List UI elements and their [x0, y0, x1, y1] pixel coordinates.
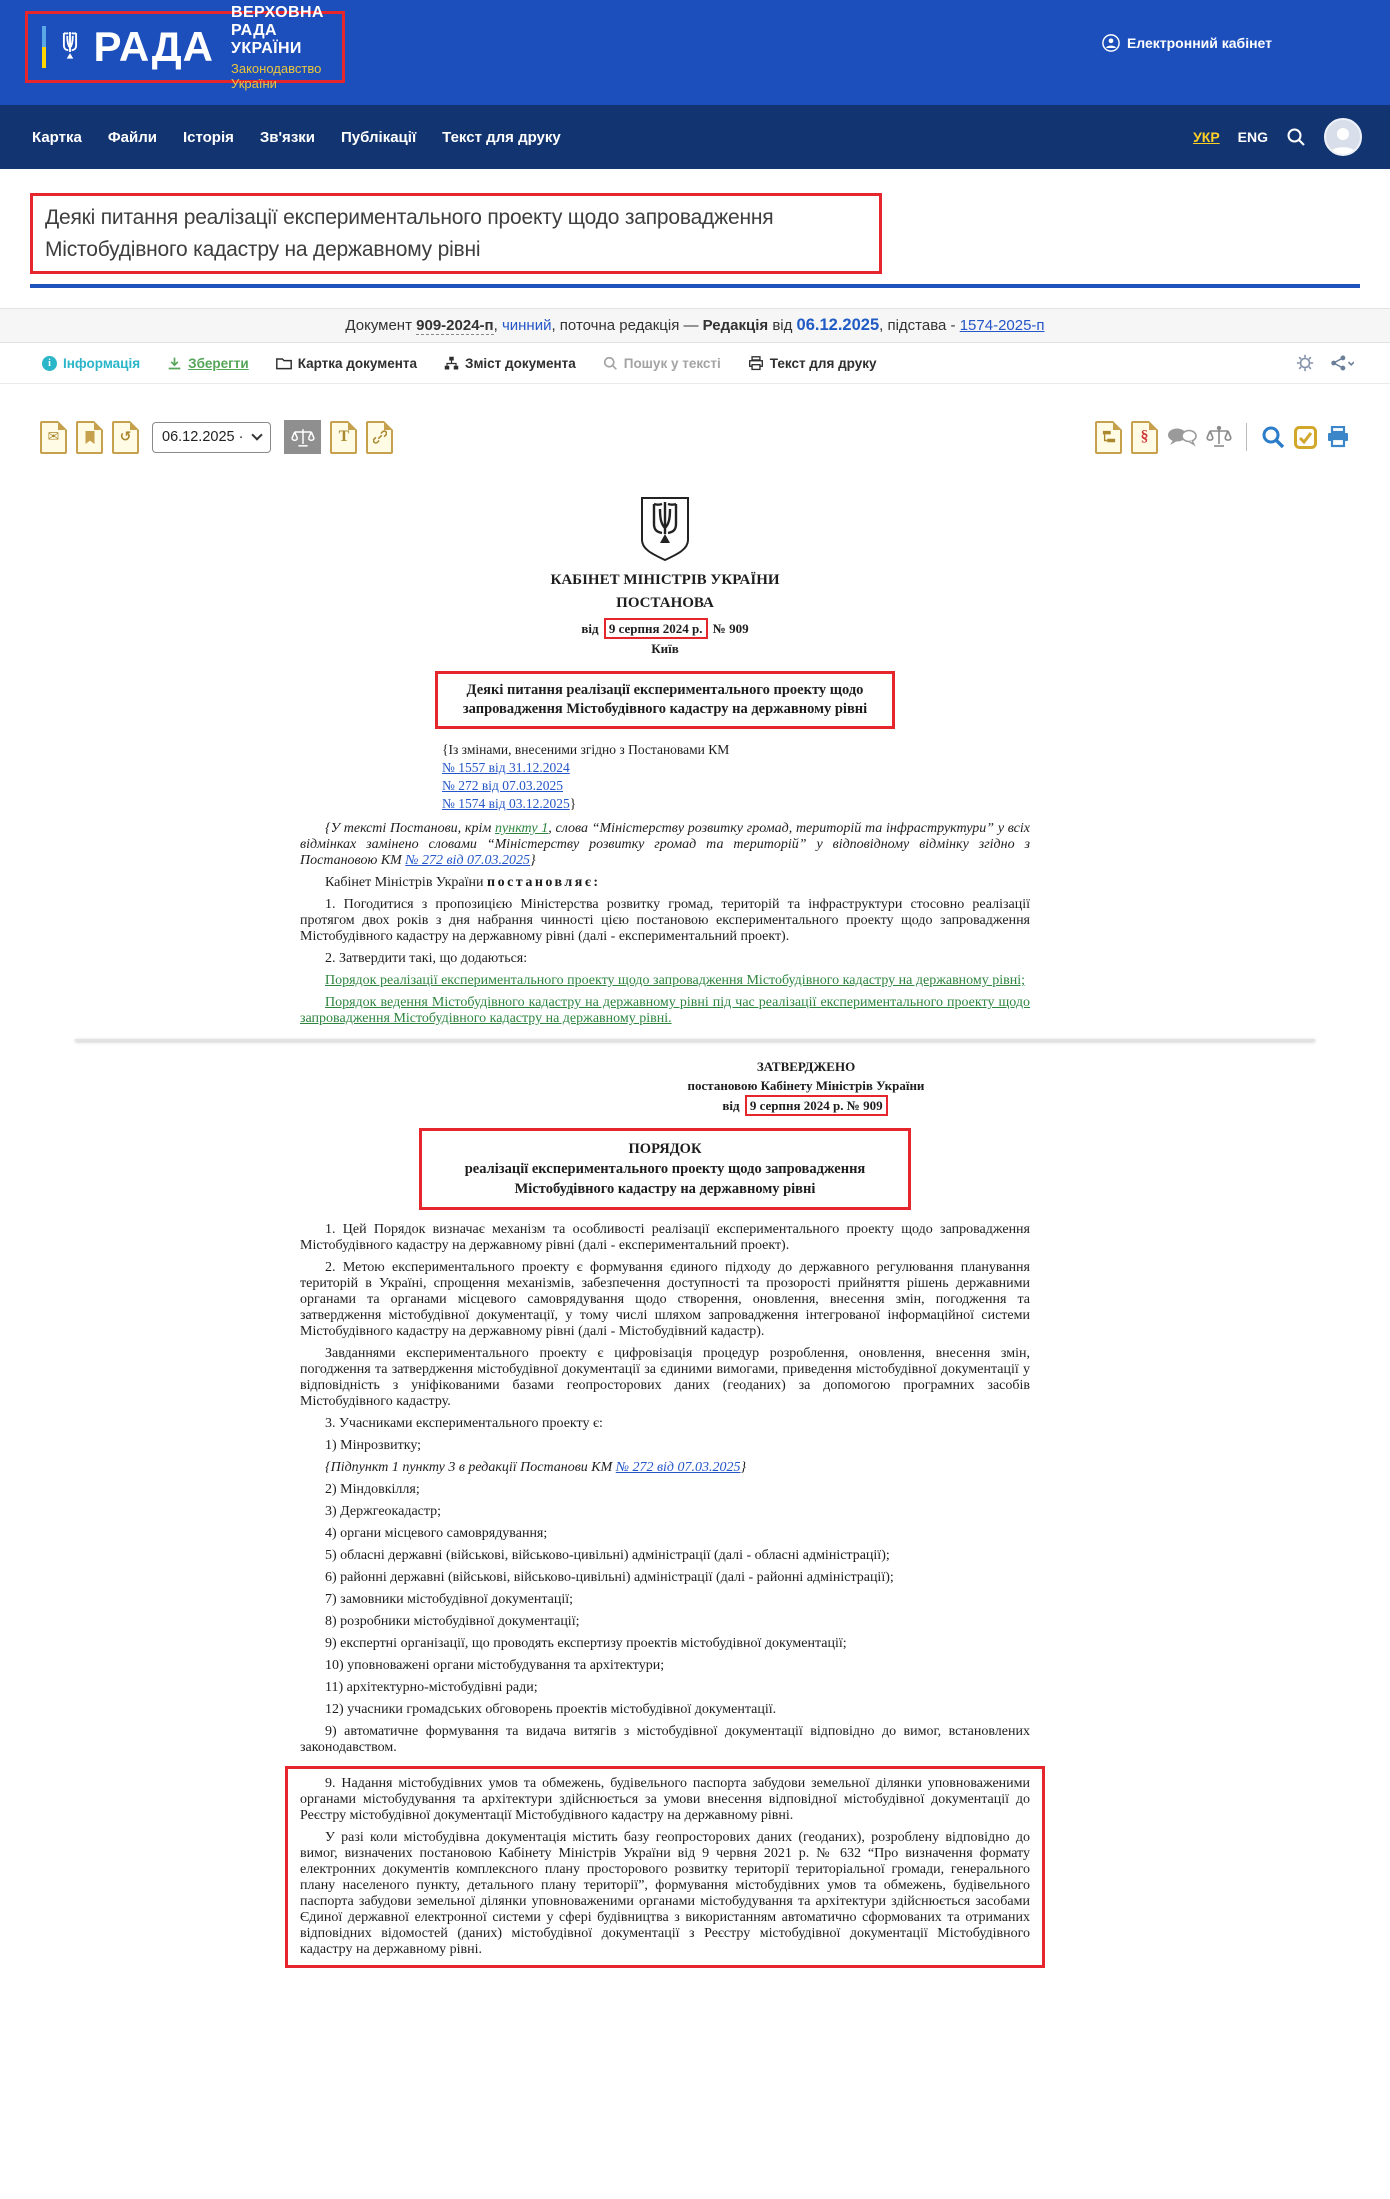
paragraph: 1. Цей Порядок визначає механізм та особливості реалізації експериментального проекту щодо запровадження Містобудівного кадастру на державному рівні (далі - експериментальний проект). — [300, 1222, 1030, 1253]
doc-link-icon[interactable] — [366, 421, 393, 454]
chevron-down-icon — [252, 429, 263, 440]
download-icon — [167, 356, 182, 371]
paragraph: Завданнями експериментального проекту є цифровізація процедур розроблення, оновлення, внесення змін, погодження та затвердження містобудівної документації за єдиними вимогами, приведення містобудівної документації у відповідність з уніфікованими базами геопросторових даних (геоданих) за допомогою програмних засобів Містобудівного кадастру. — [300, 1346, 1030, 1409]
print-icon[interactable] — [1326, 426, 1350, 448]
e-cabinet-link[interactable]: Електронний кабінет — [1102, 34, 1272, 52]
lang-eng[interactable]: ENG — [1237, 129, 1268, 145]
folder-icon — [276, 356, 292, 370]
page-title: Деякі питання реалізації експериментального проекту щодо запровадження Містобудівного кадастру на державному рівні — [45, 206, 774, 261]
paragraph: 3. Учасниками експериментального проекту є: — [325, 1416, 603, 1431]
zoom-search-icon[interactable] — [1261, 425, 1285, 449]
document-body — [300, 496, 1030, 1968]
blue-divider — [30, 284, 1360, 288]
current-version-scales-button[interactable] — [284, 420, 321, 454]
doc-number[interactable]: 909-2024-п — [416, 316, 494, 334]
annotation-box-doc-title — [435, 671, 895, 729]
issuing-body: КАБІНЕТ МІНІСТРІВ УКРАЇНИ — [550, 572, 780, 588]
paragraph: 2. Метою експериментального проекту є формування єдиного підходу до державного регулювання планування територій в Україні, спрощення механізмів, забезпечення доступності та прозорості прийняття рішень державними органами та органами місцевого самоврядування щодо створення, оновлення, внесення змін, погодження та затвердження містобудівної документації, у тому числі шляхом запровадження інтегрованої інформаційної системи Містобудівного кадастру на державному рівні (далі - Містобудівний кадастр). — [300, 1260, 1030, 1339]
toolbar-divider — [1246, 423, 1247, 451]
approved-block: ЗАТВЕРДЖЕНО постановою Кабінету Міністрів України від 9 серпня 2024 р. № 909 — [680, 1057, 932, 1116]
list-item: 6) районні державні (військові, військово-цивільні) адміністрації (далі - районні адміністрації); — [325, 1570, 894, 1585]
order-link[interactable]: Порядок реалізації експериментального проекту щодо запровадження Містобудівного кадастру на державному рівні; — [325, 973, 1026, 988]
order-link[interactable]: Порядок ведення Містобудівного кадастру на державному рівні під час реалізації експериментального проекту щодо запровадження Містобудівного кадастру на державному рівні. — [300, 995, 1030, 1026]
settings-gear-icon[interactable] — [1296, 354, 1314, 372]
order-subtitle: реалізації експериментального проекту щодо запровадження Містобудівного кадастру на державному рівні — [464, 1161, 866, 1197]
doc-label: Документ — [345, 317, 417, 334]
list-item: 3) Держгеокадастр; — [325, 1504, 442, 1519]
paragraph: 9. Надання містобудівних умов та обмежень, будівельного паспорта забудови земельної ділянки уповноваженими органами містобудування та архітектури здійснюється за умови внесення відповідної містобудівної документації до Реєстру містобудівної документації Містобудівного кадастру на державному рівні. — [300, 1776, 1030, 1823]
attachment-link-paragraph — [300, 995, 1030, 1027]
doc-text-icon[interactable]: T — [330, 421, 357, 454]
annotation-box-approved-date: 9 серпня 2024 р. № 909 — [745, 1095, 888, 1116]
annotation-box-logo — [25, 3, 345, 91]
list-item: 11) архітектурно-містобудівні ради; — [325, 1680, 538, 1695]
list-item: 10) уповноважені органи містобудування та архітектури; — [325, 1658, 665, 1673]
list-item: 5) обласні державні (військові, військово-цивільні) адміністрації (далі - обласні адміністрації); — [325, 1548, 890, 1563]
nav-item[interactable]: Текст для друку — [442, 128, 561, 146]
doc-bookmark-icon[interactable] — [76, 421, 103, 454]
amendment-link[interactable]: № 272 від 07.03.2025 — [405, 853, 531, 868]
editorial-note: {Підпункт 1 пункту 3 в редакції Постанови КМ № 272 від 07.03.2025} — [325, 1460, 747, 1475]
doc-status-link[interactable]: чинний — [501, 317, 552, 334]
order-title: ПОРЯДОК — [628, 1141, 702, 1157]
participants-list — [300, 1482, 1030, 1718]
flag-bar-icon — [42, 26, 46, 68]
amendment-link[interactable]: № 1557 від 31.12.2024 — [442, 760, 570, 775]
info-button[interactable]: i Інформація — [42, 356, 140, 371]
annotation-box-title — [30, 193, 882, 274]
sitemap-icon — [444, 356, 459, 371]
nav-item[interactable]: Файли — [107, 128, 157, 146]
annotation-box-order-title — [419, 1128, 911, 1210]
paragraph: У разі коли містобудівна документація містить базу геопросторових даних (геоданих), розроблену відповідно до вимог, визначених постановою Кабінету Міністрів України від 9 червня 2021 р. № 632 “Про визначення формату електронних документів комплексного плану просторового розвитку території територіальної громади, генерального плану населеного пункту, детального плану території”, формування містобудівних умов та обмежень, будівельного паспорта забудови земельної ділянки уповноваженими органами містобудування та архітектури здійснюється засобами Єдиної державної електронної системи у сфері будівництва з використанням автоматично сформованих та отриманих відповідних відомостей (даних) містобудівної документації з Реєстру містобудівної документації Містобудівного кадастру на державному рівні. — [300, 1830, 1030, 1957]
list-item: 7) замовники містобудівної документації; — [325, 1592, 574, 1607]
logo-wordmark[interactable]: РАДА — [93, 23, 215, 70]
annotation-box-date: 9 серпня 2024 р. — [604, 618, 708, 639]
print-text-button[interactable]: Текст для друку — [748, 356, 877, 371]
document-type: ПОСТАНОВА — [616, 595, 714, 611]
doc-structure-icon[interactable] — [1095, 421, 1122, 454]
basis-link[interactable]: 1574-2025-п — [959, 317, 1045, 334]
doc-paragraph-icon[interactable]: § — [1131, 421, 1158, 454]
amendments-block: {Із змінами, внесеними згідно з Постановами КМ № 1557 від 31.12.2024 № 272 від 07.03.2025 № 1574 від 03.12.2025} — [442, 742, 730, 811]
list-item: 8) розробники містобудівної документації; — [325, 1614, 580, 1629]
nav-items — [32, 129, 561, 146]
person-circle-icon — [1102, 34, 1120, 52]
document-date-line: від 9 серпня 2024 р. № 909 — [300, 618, 1030, 639]
version-toolbar — [0, 414, 1390, 460]
point-1-link[interactable]: пункту 1 — [495, 821, 549, 836]
paragraph: 1. Погодитися з пропозицією Міністерства розвитку громад, територій та інфраструктури стосовно реалізації протягом двох років з дня набрання чинності цією постановою експериментального проекту щодо запровадження Містобудівного кадастру на державному рівні (далі - експериментальний проект). — [300, 897, 1030, 944]
coat-of-arms-icon — [300, 496, 1030, 562]
main-nav — [0, 105, 1390, 169]
list-item: 12) учасники громадських обговорень проектів містобудівної документації. — [325, 1702, 777, 1717]
site-name: ВЕРХОВНА РАДА УКРАЇНИ — [231, 3, 324, 57]
revision-label: Редакція — [702, 317, 769, 334]
printer-icon — [748, 356, 764, 371]
editorial-note: {У тексті Постанови, крім пункту 1, слова “Міністерству розвитку громад, територій та інфраструктури” у всіх відмінках замінено словами “Міністерству розвитку громад та територій” у відповідному відмінку згідно з Постановою КМ № 272 від 07.03.2025} — [300, 821, 1030, 868]
document-title: Деякі питання реалізації експериментального проекту щодо запровадження Містобудівного кадастру на державному рівні — [462, 682, 868, 717]
doc-card-button[interactable]: Картка документа — [276, 356, 417, 371]
text-search-button[interactable]: Пошук у тексті — [603, 356, 721, 371]
doc-contents-button[interactable]: Зміст документа — [444, 356, 576, 371]
doc-envelope-icon[interactable]: ✉ — [40, 421, 67, 454]
document-info-bar: Документ 909-2024-п , чинний , поточна редакція — Редакція від 06.12.2025 , підстава - 1574-2025-п — [0, 308, 1390, 343]
list-item: 9) експертні організації, що проводять експертизу проектів містобудівної документації; — [325, 1636, 847, 1651]
nav-item[interactable]: Публікації — [341, 128, 417, 146]
revision-date-select[interactable]: 06.12.2025 · — [152, 422, 271, 453]
site-subtitle: Законодавство України — [231, 60, 322, 91]
nav-item[interactable]: Історія — [182, 128, 234, 146]
paragraph: 2. Затвердити такі, що додаються: — [325, 951, 528, 966]
avatar[interactable] — [1324, 118, 1362, 156]
document-city: Київ — [651, 641, 679, 656]
revision-date[interactable]: 06.12.2025 — [796, 316, 880, 334]
doc-history-icon[interactable]: ↺ — [112, 421, 139, 454]
site-header — [0, 0, 1390, 105]
trident-icon — [55, 25, 85, 69]
amendment-link[interactable]: № 272 від 07.03.2025 — [615, 1460, 741, 1475]
document-toolbar — [0, 343, 1390, 384]
scales-icon[interactable] — [1206, 426, 1232, 448]
save-button[interactable]: Зберегти — [167, 356, 249, 371]
resolution-lead: Кабінет Міністрів України постановляє: — [325, 875, 601, 890]
page-break-shadow — [75, 1039, 1315, 1041]
attachment-link-paragraph — [300, 973, 1030, 989]
list-item: 1) Мінрозвитку; — [325, 1438, 422, 1453]
amendment-link[interactable]: № 1574 від 03.12.2025 — [442, 796, 570, 811]
search-in-text-icon — [603, 356, 618, 371]
lang-ukr[interactable]: УКР — [1193, 129, 1220, 145]
list-item: 2) Міндовкілля; — [325, 1482, 420, 1497]
annotation-box-section-9 — [285, 1766, 1045, 1968]
nav-item[interactable]: Зв'язки — [259, 128, 315, 146]
checkbox-icon[interactable] — [1294, 426, 1317, 449]
search-icon[interactable] — [1286, 127, 1306, 147]
amendment-link[interactable]: № 272 від 07.03.2025 — [442, 778, 563, 793]
nav-item[interactable]: Картка — [32, 128, 82, 146]
list-item: 4) органи місцевого самоврядування; — [325, 1526, 548, 1541]
comments-icon[interactable] — [1167, 427, 1197, 447]
share-icon[interactable] — [1330, 354, 1354, 372]
list-item: 9) автоматичне формування та видача витягів з містобудівної документації відповідно до вимог, встановлених законодавством. — [300, 1724, 1030, 1755]
info-icon: i — [42, 356, 57, 371]
